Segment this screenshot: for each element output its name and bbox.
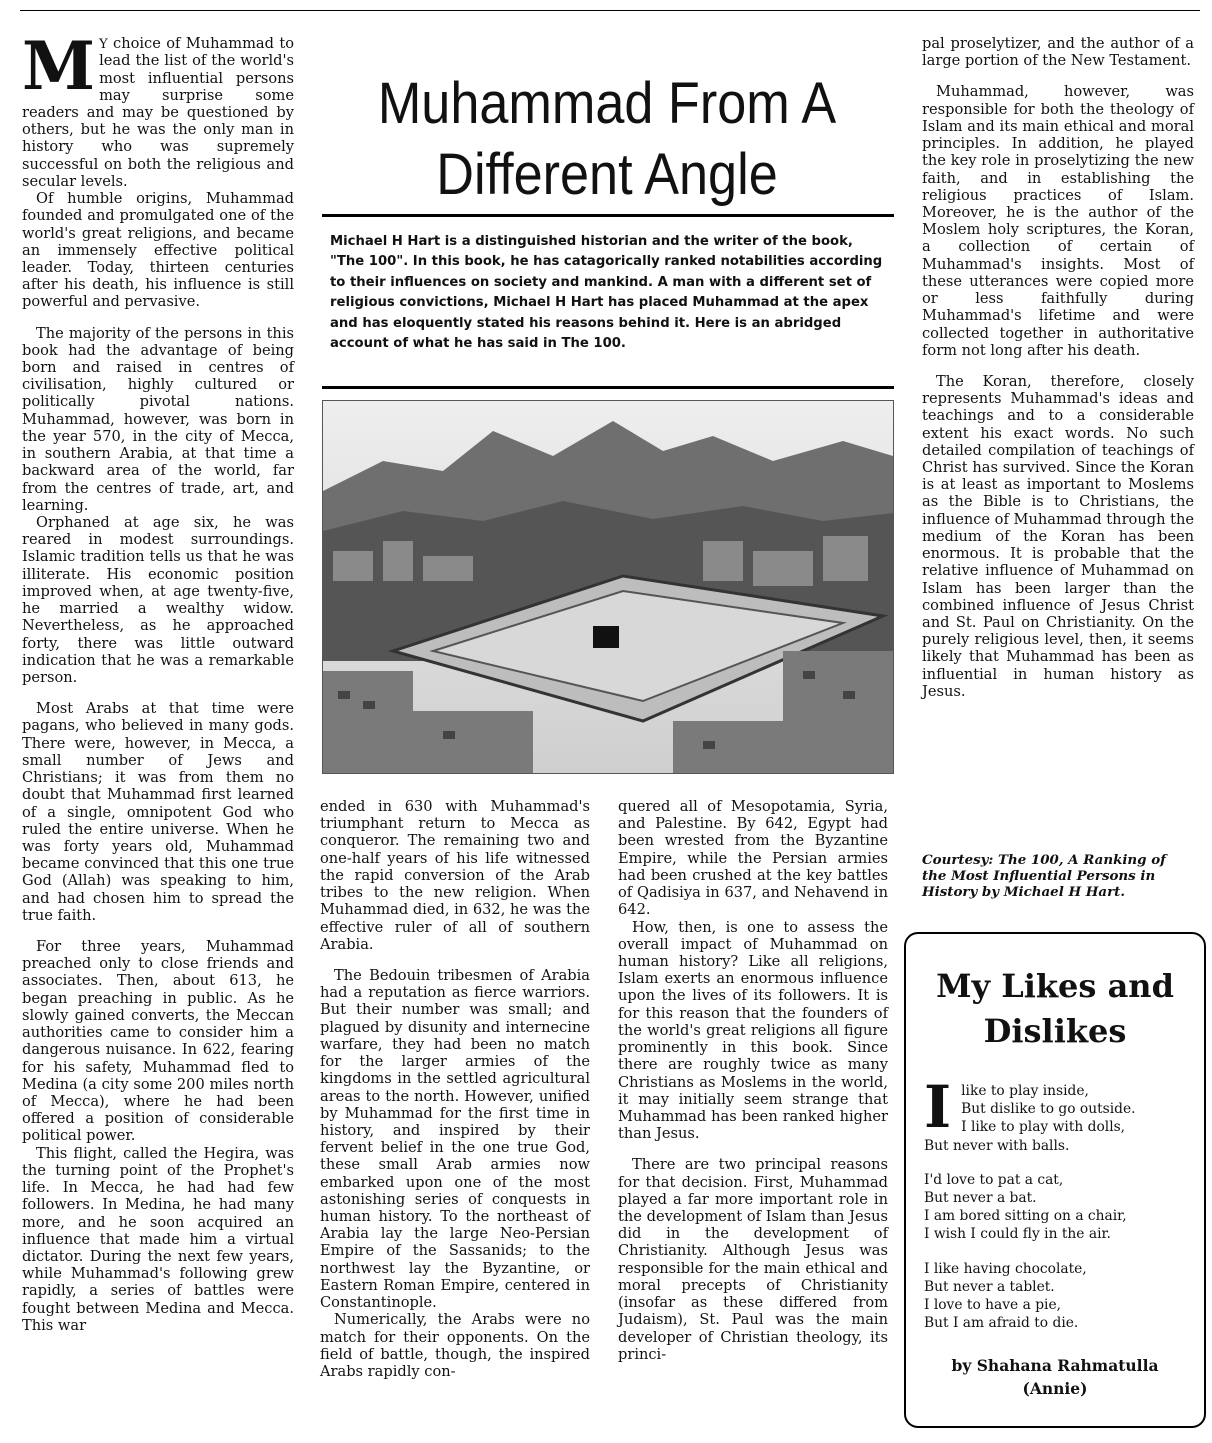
poem-title: My Likes and Dislikes [936,967,1174,1050]
article-paragraph: The Bedouin tribesmen of Arabia had a reputation as fierce warriors. But their number was small; and plagued by disunity and internecine warfare, they had been no match for the larger armies of the kingdoms in the settled agricultural areas to the north. However, unified by Muhammad for the first time in history, and inspired by their fervent belief in the one true God, these small Arab armies now embarked upon one of the most astonishing series of conquests in human history. To the northeast of Arabia lay the large Neo-Persian Empire of the Sassanids; to the northwest lay the Byzantine, or Eastern Roman Empire, centered in Constantinople. [320,966,590,1312]
article-paragraph: The majority of the persons in this book had the advantage of being born and raised in centres of civilisation, highly cultured or politically pivotal nations. Muhammad, however, was born in the year 570, in the city of Mecca, in southern Arabia, at that time a backward area of the world, far from the centres of trade, art, and learning. [22,324,294,514]
article-paragraph: How, then, is one to assess the overall impact of Muhammad on human history? Like all religions, Islam exerts an enormous influence upon the lives of its followers. It is for this reason that the founders of the world's great religions all figure prominently in this book. Since there are roughly twice as many Christians as Moslems in the world, it may initially seem strange that Muhammad has been ranked higher than Jesus. [618,918,888,1143]
intro-bottom-rule [322,386,894,389]
article-paragraph: M Y choice of Muhammad to lead the list of the world's most influential persons may surprise some readers and may be questioned by others, but he was the only man in history who was supremely successful on both the religious and secular levels. [22,27,294,190]
poem-line: I'd love to pat a cat, [924,1171,1064,1188]
article-column-4 [922,35,1194,700]
poem-line: But dislike to go outside. [961,1101,1136,1118]
mecca-photo-image [323,401,893,773]
article-paragraph: For three years, Muhammad preached only to close friends and associates. Then, about 613, he began preaching in public. As he slowly gained converts, the Meccan authorities came to consider him a dangerous nuisance. In 622, fearing for his safety, Muhammad fled to Medina (a city some 200 miles north of Mecca), where he had been offered a position of considerable political power. [22,938,294,1145]
article-paragraph: The Koran, therefore, closely represents Muhammad's ideas and teachings and to a considerable extent his exact words. No such detailed compilation of teachings of Christ has survived. Since the Koran is at least as important to Moslems as the Bible is to Christians, the influence of Muhammad through the medium of the Koran has been enormous. It is probable that the relative influence of Muhammad on Islam has been larger than the combined influence of Jesus Christ and St. Paul on Christianity. On the purely religious level, then, it seems likely that Muhammad has been as influential in human history as Jesus. [922,372,1195,700]
article-paragraph: quered all of Mesopotamia, Syria, and Palestine. By 642, Egypt had been wrested from the Byzantine Empire, while the Persian armies had been crushed at the key battles of Qadisiya in 637, and Nehavend in 642. [618,798,888,919]
poem-line: I wish I could fly in the air. [924,1226,1111,1243]
poem-body [924,1073,1194,1348]
mecca-photo [322,400,894,774]
article-paragraph: ended in 630 with Muhammad's triumphant return to Mecca as conqueror. The remaining two and one-half years of his life witnessed the rapid conversion of the Arab tribes to the new religion. When Muhammad died, in 632, he was the effective ruler of all of southern Arabia. [320,798,590,953]
article-column-3 [618,798,888,1363]
article-paragraph: Most Arabs at that time were pagans, who believed in many gods. There were, however, in Mecca, a small number of Jews and Christians; it was from them no doubt that Muhammad first learned of a single, omnipotent God who ruled the entire universe. When he was forty years old, Muhammad became convinced that this one true God (Allah) was speaking to him, and had chosen him to spread the true faith. [22,700,294,924]
poem-author: by Shahana Rahmatulla [951,1356,1159,1375]
top-rule [20,10,1200,11]
poem-line: I love to have a pie, [924,1297,1061,1314]
poem-line: But never with balls. [924,1137,1070,1154]
article-column-1 [22,27,294,1334]
poem-stanza-2 [924,1171,1194,1244]
article-paragraph: Of humble origins, Muhammad founded and promulgated one of the world's great religions, and became an immensely effective political leader. Today, thirteen centuries after his death, his influence is still powerful and pervasive. [22,190,294,311]
poem-stanza-1 [924,1073,1194,1155]
courtesy-note: Courtesy: The 100, A Ranking of the Most Influential Persons in History by Michael H Hart. [922,852,1166,901]
poem-box [904,932,1206,1428]
poem-drop-letter: I [924,1073,952,1141]
poem-line: But I am afraid to die. [924,1315,1079,1332]
poem-line: But never a tablet. [924,1278,1055,1295]
article-paragraph: pal proselytizer, and the author of a large portion of the New Testament. [922,35,1194,70]
article-paragraph: Orphaned at age six, he was reared in modest surroundings. Islamic tradition tells us that he was illiterate. His economic position improved when, at age twenty-five, he married a wealthy widow. Nevertheless, as he approached forty, there was little outward indication that he was a remarkable person. [22,514,294,686]
poem-line: I am bored sitting on a chair, [924,1208,1127,1225]
headline: Muhammad From A Different Angle [377,70,837,207]
article-paragraph: There are two principal reasons for that decision. First, Muhammad played a far more important role in the development of Islam than Jesus did in the development of Christianity. Although Jesus was responsible for the main ethical and moral precepts of Christianity (insofar as these differed from Judaism), St. Paul was the main developer of Christian theology, its princi- [618,1156,888,1363]
poem-stanza-3 [924,1260,1194,1333]
poem-line: I like having chocolate, [924,1260,1087,1277]
article-paragraph: Muhammad, however, was responsible for both the theology of Islam and its main ethical and moral principles. In addition, he played the key role in proselytizing the new faith, and in establishing the religious practices of Islam. Moreover, he is the author of the Moslem holy scriptures, the Koran, a collection of certain of Muhammad's insights. Most of these utterances were copied more or less faithfully during Muhammad's lifetime and were collected together in authoritative form not long after his death. [922,83,1194,359]
intro-blurb: Michael H Hart is a distinguished historian and the writer of the book, "The 100". In this book, he has catagorically ranked notabilities according to their influences on society and mankind. A man with a different set of religious convictions, Michael H Hart has placed Muhammad at the apex and has eloquently stated his reasons behind it. Here is an abridged account of what he has said in The 100. [330,234,883,352]
lead-caps: Y [99,37,108,52]
poem-line: I like to play with dolls, [961,1119,1126,1136]
article-paragraph: Numerically, the Arabs were no match for their opponents. On the field of battle, though, the inspired Arabs rapidly con- [320,1311,590,1380]
poem-line: like to play inside, [961,1083,1089,1099]
poem-byline [906,1354,1204,1401]
article-column-2 [320,798,590,1380]
poem-line: But never a bat. [924,1190,1037,1207]
article-paragraph: This flight, called the Hegira, was the turning point of the Prophet's life. In Mecca, he had had few followers. In Medina, he had many more, and he soon acquired an influence that made him a virtual dictator. During the next few years, while Muhammad's following grew rapidly, a series of battles were fought between Medina and Mecca. This war [22,1144,294,1334]
poem-author-nickname: (Annie) [1022,1379,1088,1399]
intro-top-rule [322,214,894,217]
drop-cap: M [22,27,96,105]
